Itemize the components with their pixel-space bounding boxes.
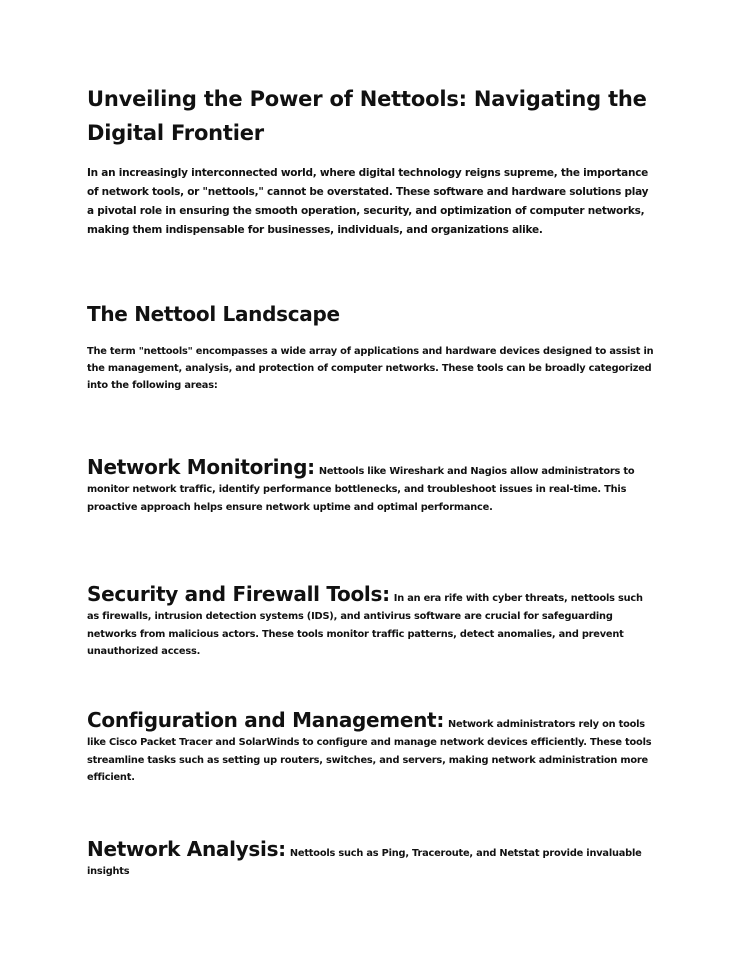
section-security-firewall [87, 580, 653, 661]
landscape-paragraph: The term "nettools" encompasses a wide array of applications and hardware devices designed to assist in the management, analysis, and protection of computer networks. These tools can be broadly categorized into the following areas: [87, 346, 654, 391]
landscape-heading: The Nettool Landscape [87, 302, 340, 326]
section-body: In an era rife with cyber threats, nettools such as firewalls, intrusion detection systems (IDS), and antivirus software are crucial for safeguarding networks from malicious actors. These tools monitor traffic patterns, detect anomalies, and prevent unauthorized access. [87, 593, 643, 657]
section-body: Network administrators rely on tools like Cisco Packet Tracer and SolarWinds to configure and manage network devices efficiently. These tools streamline tasks such as setting up routers, switches, and servers, making network administration more efficient. [87, 719, 652, 783]
section-body: Nettools such as Ping, Traceroute, and Netstat provide invaluable insights [87, 848, 642, 877]
section-configuration-management [87, 706, 653, 787]
section-heading: Security and Firewall Tools: [87, 582, 390, 606]
section-heading: Network Monitoring: [87, 455, 315, 479]
document-title: Unveiling the Power of Nettools: Navigating the Digital Frontier [87, 87, 647, 145]
intro-paragraph: In an increasingly interconnected world, where digital technology reigns supreme, the importance of network tools, or "nettools," cannot be overstated. These software and hardware solutions play a pivotal role in ensuring the smooth operation, security, and optimization of computer networks, making them indispensable for businesses, individuals, and organizations alike. [87, 167, 649, 236]
section-body: Nettools like Wireshark and Nagios allow administrators to monitor network traffic, identify performance bottlenecks, and troubleshoot issues in real-time. This proactive approach helps ensure network uptime and optimal performance. [87, 466, 635, 513]
section-network-analysis [87, 835, 653, 881]
section-heading: Network Analysis: [87, 837, 286, 861]
section-network-monitoring [87, 453, 653, 516]
section-heading: Configuration and Management: [87, 708, 445, 732]
